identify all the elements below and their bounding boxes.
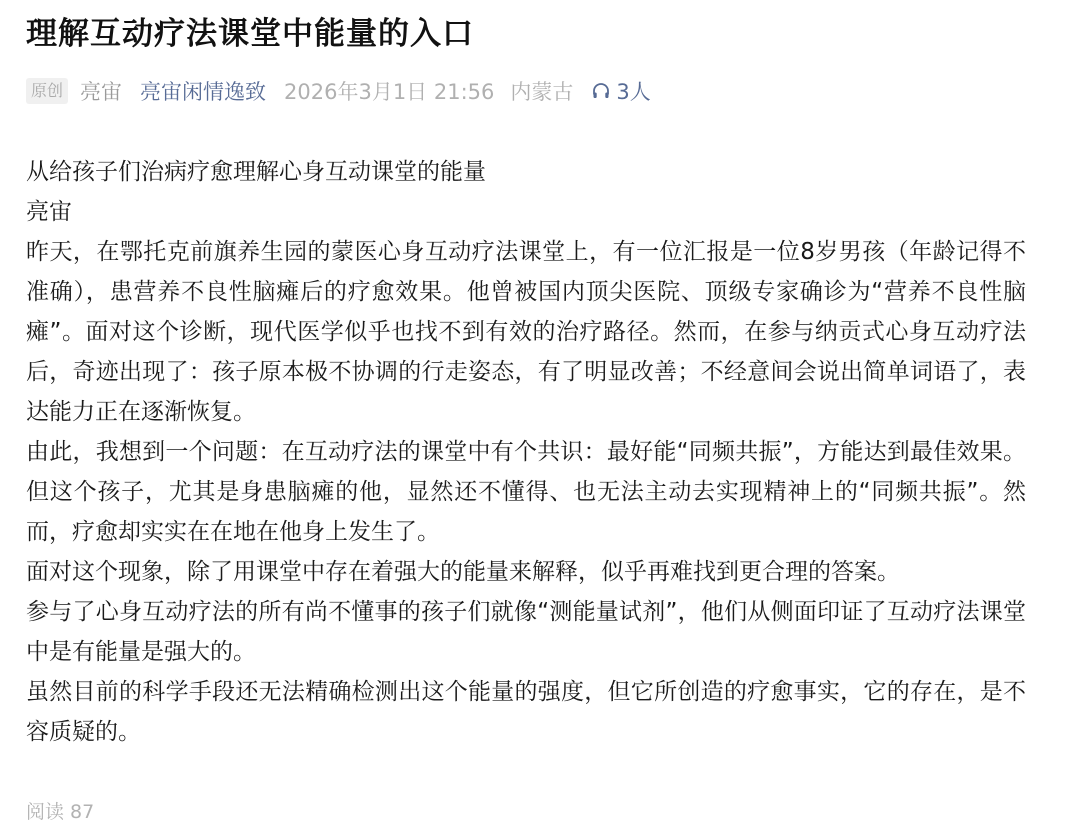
account-name-link[interactable]: 亮宙闲情逸致 [140, 80, 267, 104]
publish-date: 2026年3月1日 21:56 [284, 80, 495, 104]
body-paragraph: 虽然目前的科学手段还无法精确检测出这个能量的强度，但它所创造的疗愈事实，它的存在，是不容质疑的。 [26, 679, 1026, 745]
body-paragraph: 由此，我想到一个问题：在互动疗法的课堂中有个共识：最好能“同频共振”，方能达到最佳效果。但这个孩子，尤其是身患脑瘫的他，显然还不懂得、也无法主动去实现精神上的“同频共振”。然而，疗愈却实实在在地在他身上发生了。 [26, 439, 1026, 545]
body-subtitle: 从给孩子们治病疗愈理解心身互动课堂的能量 [26, 159, 486, 185]
listener-count: 3人 [616, 80, 651, 104]
article-meta [26, 76, 651, 106]
body-paragraph: 参与了心身互动疗法的所有尚不懂事的孩子们就像“测能量试剂”，他们从侧面印证了互动疗法课堂中是有能量是强大的。 [26, 599, 1026, 665]
publish-location: 内蒙古 [510, 80, 574, 104]
article-title: 理解互动疗法课堂中能量的入口 [26, 16, 474, 52]
read-count: 阅读 87 [26, 801, 95, 823]
body-paragraph: 昨天，在鄂托克前旗养生园的蒙医心身互动疗法课堂上，有一位汇报是一位8岁男孩（年龄记得不准确），患营养不良性脑瘫后的疗愈效果。他曾被国内顶尖医院、顶级专家确诊为“营养不良性脑瘫”。面对这个诊断，现代医学似乎也找不到有效的治疗路径。然而，在参与纳贡式心身互动疗法后，奇迹出现了：孩子原本极不协调的行走姿态，有了明显改善；不经意间会说出简单词语了，表达能力正在逐渐恢复。 [26, 239, 1026, 425]
article-body [26, 152, 1026, 752]
author-name: 亮宙 [80, 80, 123, 104]
listen-button[interactable] [591, 76, 650, 106]
original-badge: 原创 [26, 78, 68, 104]
headphones-icon [591, 81, 611, 101]
body-author: 亮宙 [26, 199, 72, 225]
body-paragraph: 面对这个现象，除了用课堂中存在着强大的能量来解释，似乎再难找到更合理的答案。 [26, 559, 900, 585]
